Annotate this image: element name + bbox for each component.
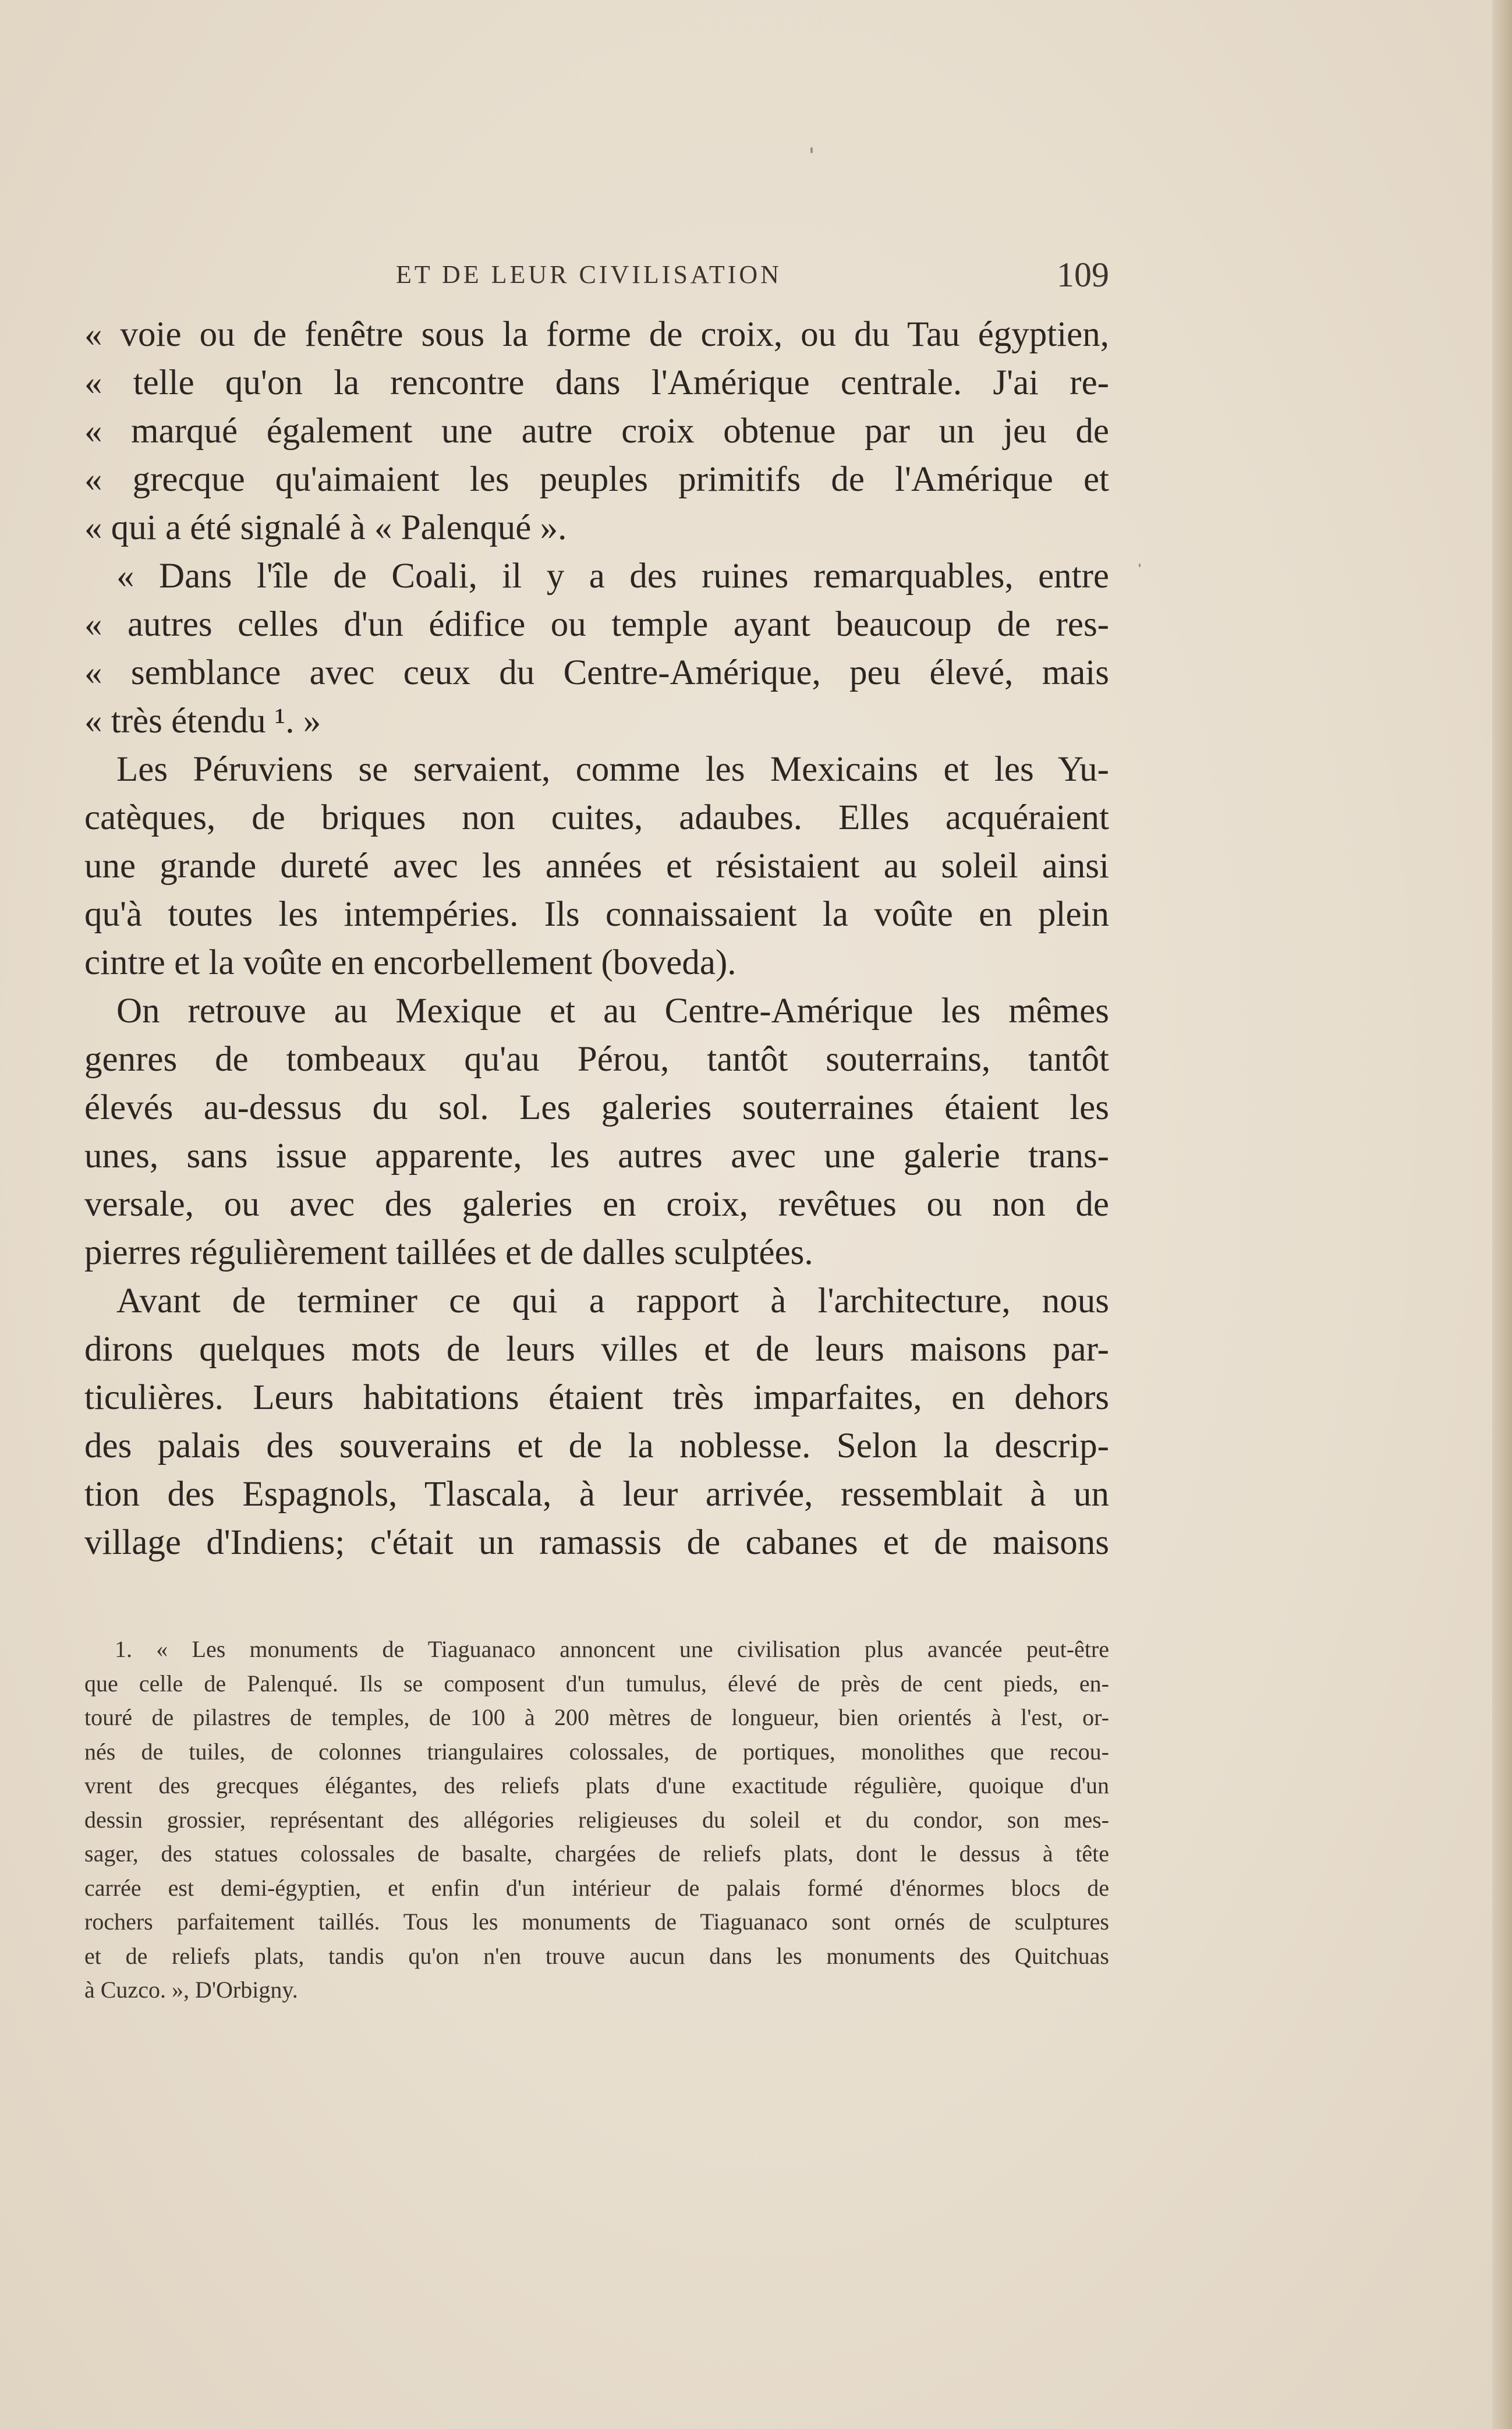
- footnote-line: sager, des statues colossales de basalte, chargées de reliefs plats, dont le dessus à tête: [84, 1840, 1109, 1867]
- body-text: [84, 310, 1109, 1567]
- text-line: unes, sans issue apparente, les autres avec une galerie trans-: [84, 1136, 1109, 1175]
- running-title: ET DE LEUR CIVILISATION: [396, 260, 782, 289]
- text-line: Avant de terminer ce qui a rapport à l'architecture, nous: [116, 1281, 1109, 1320]
- page-number: 109: [1057, 256, 1109, 294]
- footnote-line: nés de tuiles, de colonnes triangulaires colossales, de portiques, monolithes que recou-: [84, 1738, 1109, 1765]
- footnote-line: à Cuzco. », D'Orbigny.: [84, 1977, 298, 2003]
- text-line: « Dans l'île de Coali, il y a des ruines remarquables, entre: [116, 557, 1109, 596]
- text-line: « semblance avec ceux du Centre-Amérique, peu élevé, mais: [84, 653, 1109, 692]
- page-edge: [1492, 0, 1512, 2429]
- text-line: qu'à toutes les intempéries. Ils connaissaient la voûte en plein: [84, 895, 1109, 934]
- text-line: des palais des souverains et de la noblesse. Selon la descrip-: [84, 1426, 1109, 1465]
- footnote-line: rochers parfaitement taillés. Tous les monuments de Tiaguanaco sont ornés de sculptures: [84, 1908, 1109, 1935]
- text-line: une grande dureté avec les années et résistaient au soleil ainsi: [84, 847, 1109, 886]
- footnote-line: carrée est demi-égyptien, et enfin d'un intérieur de palais formé d'énormes blocs de: [84, 1874, 1109, 1901]
- footnotes: [84, 1633, 1109, 2007]
- text-line: On retrouve au Mexique et au Centre-Amérique les mêmes: [116, 992, 1109, 1031]
- footnote-line: que celle de Palenqué. Ils se composent d'un tumulus, élevé de près de cent pieds, en-: [84, 1670, 1109, 1697]
- text-line: versale, ou avec des galeries en croix, revêtues ou non de: [84, 1185, 1109, 1224]
- text-line: catèques, de briques non cuites, adaubes. Elles acquéraient: [84, 798, 1109, 837]
- text-line: pierres régulièrement taillées et de dalles sculptées.: [84, 1233, 813, 1272]
- text-line: genres de tombeaux qu'au Pérou, tantôt souterrains, tantôt: [84, 1040, 1109, 1079]
- text-line: dirons quelques mots de leurs villes et de leurs maisons par-: [84, 1330, 1109, 1369]
- footnote-line: 1. « Les monuments de Tiaguanaco annoncent une civilisation plus avancée peut-être: [115, 1636, 1109, 1662]
- footnote-line: dessin grossier, représentant des allégories religieuses du soleil et du condor, son mes-: [84, 1806, 1109, 1833]
- text-line: « telle qu'on la rencontre dans l'Amérique centrale. J'ai re-: [84, 363, 1109, 402]
- text-line: « très étendu ¹. »: [84, 702, 321, 741]
- text-line: cintre et la voûte en encorbellement (boveda).: [84, 943, 736, 982]
- text-line: village d'Indiens; c'était un ramassis de cabanes et de maisons: [84, 1523, 1109, 1562]
- paper-speck: [810, 147, 813, 153]
- paper-speck: [1139, 564, 1141, 567]
- text-line: « marqué également une autre croix obtenue par un jeu de: [84, 412, 1109, 451]
- footnote-line: et de reliefs plats, tandis qu'on n'en trouve aucun dans les monuments des Quitchuas: [84, 1942, 1109, 1969]
- running-head: [84, 255, 1109, 296]
- text-line: ticulières. Leurs habitations étaient très imparfaites, en dehors: [84, 1378, 1109, 1417]
- text-line: tion des Espagnols, Tlascala, à leur arrivée, ressemblait à un: [84, 1475, 1109, 1514]
- footnote-line: touré de pilastres de temples, de 100 à 200 mètres de longueur, bien orientés à l'est, or-: [84, 1704, 1109, 1730]
- text-line: « qui a été signalé à « Palenqué ».: [84, 508, 567, 547]
- footnote-line: vrent des grecques élégantes, des reliefs plats d'une exactitude régulière, quoique d'un: [84, 1772, 1109, 1798]
- text-line: Les Péruviens se servaient, comme les Mexicains et les Yu-: [116, 750, 1109, 789]
- text-line: « autres celles d'un édifice ou temple ayant beaucoup de res-: [84, 605, 1109, 644]
- text-line: élevés au-dessus du sol. Les galeries souterraines étaient les: [84, 1088, 1109, 1127]
- text-line: « grecque qu'aimaient les peuples primitifs de l'Amérique et: [84, 460, 1109, 499]
- text-line: « voie ou de fenêtre sous la forme de croix, ou du Tau égyptien,: [84, 315, 1109, 354]
